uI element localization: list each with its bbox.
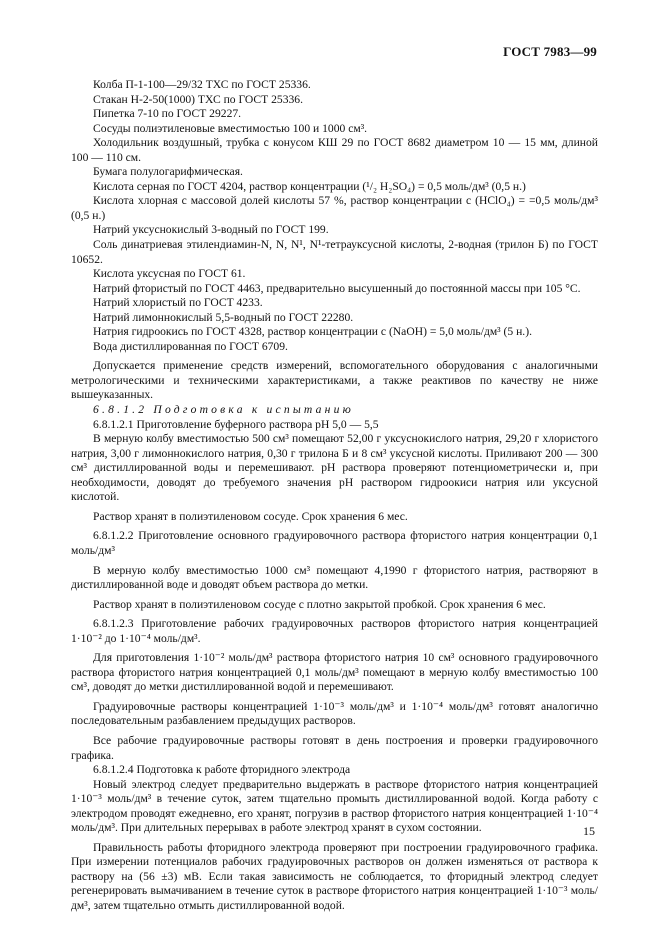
paragraph-same-day: Все рабочие градуировочные растворы готовят в день построения и проверки градуировочного графика. (71, 733, 598, 762)
page-number: 15 (583, 824, 595, 838)
paragraph-flask: Колба П-1-100—29/32 ТХС по ГОСТ 25336. (93, 78, 311, 91)
document-body (71, 78, 598, 914)
paragraph-buffer-storage: Раствор хранят в полиэтиленовом сосуде. Срок хранения 6 мес. (93, 509, 408, 523)
paragraph-sulfuric-acid: Кислота серная по ГОСТ 4204, раствор концентрации (¹/₂ H₂SO₄) = 0,5 моль/дм³ (0,5 н.) (93, 179, 526, 193)
paragraph-beaker: Стакан Н-2-50(1000) ТХС по ГОСТ 25336. (93, 92, 304, 106)
paragraph-electrode-check: Правильность работы фторидного электрода проверяют при построении градуировочного графика. При измерении потенциалов рабочих градуировочных растворов он должен изменяться от раствора к раствору на (56 ±3) мВ. Если такая зависимость не соблюдается, то фторидный электрод следует регенерировать вымачиванием в течение суток в растворе фтористого натрия концентрацией 1·10⁻³ моль/дм³, затем тщательно отмыть дистиллированной водой. (71, 840, 598, 912)
paragraph-sodium-hydroxide: Натрия гидроокись по ГОСТ 4328, раствор концентрации c (NaOH) = 5,0 моль/дм³ (5 н.). (93, 325, 532, 339)
paragraph-dilution: Градуировочные растворы концентрацией 1·10⁻³ моль/дм³ и 1·10⁻⁴ моль/дм³ готовят аналогично последовательным разбавлением предыдущих растворов. (71, 699, 598, 728)
paragraph-buffer: В мерную колбу вместимостью 500 см³ помещают 52,00 г уксуснокислого натрия, 29,20 г хлористого натрия, 3,00 г лимоннокислого натрия, 0,30 г трилона Б и 8 см³ уксусной кислоты. Приливают 200 — 300 см³ дистиллированной воды и перемешивают. pH раствора проверяют потенциометрически и, при необходимости, доводят до требуемого значения pH раствором гидроокиси натрия или уксусной кислотой. (71, 432, 598, 504)
paragraph-vessels: Сосуды полиэтиленовые вместимостью 100 и 1000 см³. (93, 121, 368, 135)
paragraph-sodium-acetate: Натрий уксуснокислый 3-водный по ГОСТ 199. (93, 223, 329, 237)
section-main-solution-title: 6.8.1.2.2 Приготовление основного градуировочного раствора фтористого натрия концентрации 0,1 моль/дм³ (71, 529, 598, 557)
paragraph-condenser: Холодильник воздушный, трубка с конусом КШ 29 по ГОСТ 8682 диаметром 10 — 15 мм, длиной 100 — 110 см. (71, 136, 598, 164)
paragraph-pipette: Пипетка 7-10 по ГОСТ 29227. (93, 107, 242, 121)
paragraph-working-solutions: Для приготовления 1·10⁻² моль/дм³ раствора фтористого натрия 10 см³ основного градуировочного раствора фтористого натрия концентрацией 0,1 моль/дм³ помещают в мерную колбу вместимостью 100 см³, доводят до метки дистиллированной водой и перемешивают. (71, 651, 598, 694)
paragraph-trilon: Соль динатриевая этилендиамин-N, N, N¹, N¹-тетрауксусной кислоты, 2-водная (трилон Б) по ГОСТ 10652. (71, 238, 598, 266)
paragraph-main-solution: В мерную колбу вместимостью 1000 см³ помещают 4,1990 г фтористого натрия, растворяют в дистиллированной воде и доводят объем раствора до метки. (71, 563, 598, 592)
paragraph-water: Вода дистиллированная по ГОСТ 6709. (93, 339, 288, 353)
paragraph-sodium-citrate: Натрий лимоннокислый 5,5-водный по ГОСТ 22280. (93, 310, 354, 324)
standard-header: ГОСТ 7983—99 (503, 44, 597, 59)
paragraph-sodium-fluoride: Натрий фтористый по ГОСТ 4463, предварительно высушенный до постоянной массы при 105 °С. (93, 281, 581, 295)
section-electrode-title: 6.8.1.2.4 Подготовка к работе фторидного электрода (93, 763, 351, 777)
paragraph-perchloric-acid: Кислота хлорная с массовой долей кислоты 57 %, раствор концентрации c (HClO₄) = =0,5 моль/дм³ (0,5 н.) (71, 194, 598, 222)
section-heading-preparation (71, 403, 598, 418)
section-buffer-title: 6.8.1.2.1 Приготовление буферного раствора pH 5,0 — 5,5 (93, 417, 379, 431)
section-heading-text: 6.8.1.2 Подготовка к испытанию (93, 403, 354, 417)
paragraph-electrode-new: Новый электрод следует предварительно выдержать в растворе фтористого натрия концентрацией 1·10⁻³ моль/дм³ в течение суток, затем тщательно промыть дистиллированной водой. Когда работу с электродом проводят ежедневно, его хранят, погрузив в раствор фтористого натрия концентрацией 1·10⁻⁴ моль/дм³. При длительных перерывах в работе электрод хранят в сухом состоянии. (71, 777, 598, 835)
paragraph-paper: Бумага полулогарифмическая. (93, 165, 243, 179)
paragraph-sodium-chloride: Натрий хлористый по ГОСТ 4233. (93, 296, 263, 310)
paragraph-acetic-acid: Кислота уксусная по ГОСТ 61. (93, 267, 246, 281)
paragraph-main-solution-storage: Раствор хранят в полиэтиленовом сосуде с плотно закрытой пробкой. Срок хранения 6 мес. (93, 597, 546, 611)
section-working-solutions-title: 6.8.1.2.3 Приготовление рабочих градуировочных растворов фтористого натрия концентрацией 1·10⁻² до 1·10⁻⁴ моль/дм³. (71, 617, 598, 645)
paragraph-allowance: Допускается применение средств измерений, вспомогательного оборудования с аналогичными метрологическими и техническими характеристиками, а также реактивов по качеству не ниже вышеуказанных. (71, 359, 598, 402)
